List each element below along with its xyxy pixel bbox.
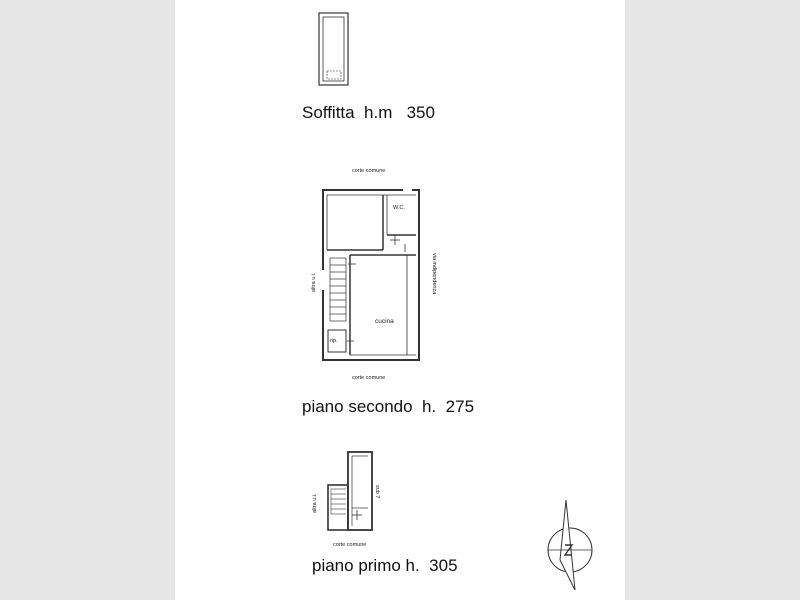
label-sub-7: sub 7	[374, 485, 380, 499]
soffitta-title: Soffitta h.m 350	[302, 103, 435, 122]
label-corte-comune-top: corte comune	[352, 168, 386, 174]
soffitta-plan	[319, 13, 348, 85]
piano-primo-title: piano primo h. 305	[312, 556, 458, 575]
label-altra-ui-secondo: altra u.i.	[311, 272, 317, 292]
label-corte-comune-bottom: corte comune	[352, 375, 386, 381]
room-label-rip: rip.	[330, 338, 338, 344]
stairs-primo	[331, 489, 346, 514]
stairs-secondo	[330, 258, 346, 321]
label-corte-comune-primo: corte comune	[333, 542, 367, 548]
room-label-cucina: cucina	[375, 318, 394, 325]
piano-secondo-plan	[323, 190, 419, 360]
north-arrow-icon	[548, 500, 592, 590]
label-via-indipendenza: via indipendenza	[431, 253, 437, 295]
label-altra-ui-primo: altra u.i.	[312, 493, 318, 513]
room-label-wc: W.C.	[393, 205, 405, 211]
piano-secondo-title: piano secondo h. 275	[302, 397, 475, 416]
piano-primo-plan	[328, 452, 372, 530]
